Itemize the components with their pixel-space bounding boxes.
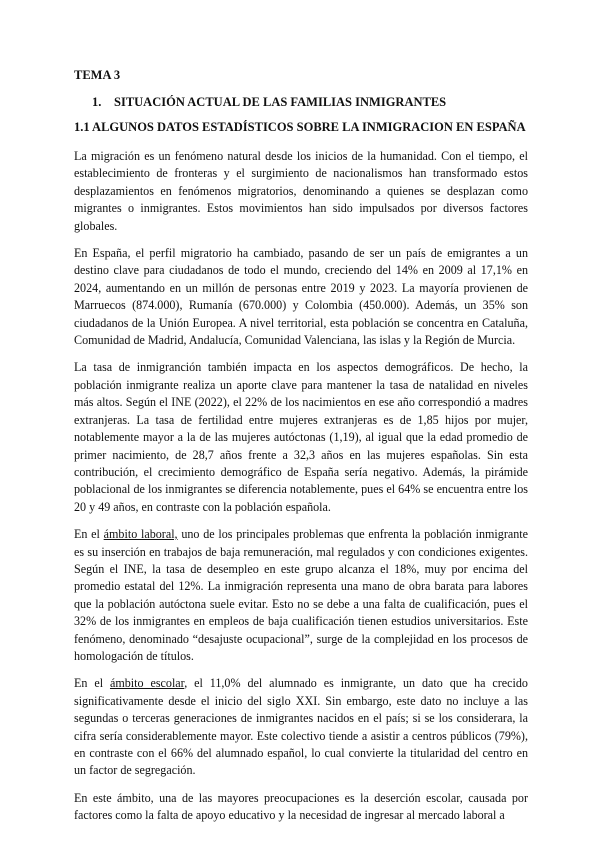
paragraph-spain-profile: En España, el perfil migratorio ha cambiado, pasando de ser un país de emigrantes a un destino clave para ciudadanos de todo el mundo, creciendo del 14% en 2009 al 17,1% en 2024, aumentando en un millón de personas entre 2019 y 2023. La mayoría provienen de Marruecos (874.000), Rumanía (670.000) y Colombia (450.000). Además, un 35% son ciudadanos de la Unión Europea. A nivel territorial, esta población se concentra en Cataluña, Comunidad de Madrid, Andalucía, Comunidad Valenciana, las islas y la Región de Murcia. bbox=[74, 246, 528, 348]
labor-ambit-underlined: ámbito laboral, bbox=[103, 527, 178, 542]
section-number: 1. bbox=[92, 95, 102, 109]
section-title: SITUACIÓN ACTUAL DE LAS FAMILIAS INMIGRANTES bbox=[114, 95, 447, 109]
paragraph-school-lead: En el bbox=[74, 676, 110, 691]
paragraph-dropout: En este ámbito, una de las mayores preocupaciones es la deserción escolar, causada por factores como la falta de apoyo educativo y la necesidad de ingresar al mercado laboral a bbox=[74, 790, 528, 823]
chapter-title: TEMA 3 bbox=[74, 68, 121, 82]
paragraph-migration-intro: La migración es un fenómeno natural desde los inicios de la humanidad. Con el tiempo, el establecimiento de fronteras y el surgimiento de nacionalismos han transformado estos desplazamientos en fenómenos migratorios, denominando a quienes se desplazan como migrantes o inmigrantes. Estos movimientos han sido impulsados por diversos factores globales. bbox=[74, 149, 528, 233]
paragraph-demographics: La tasa de inmigranción también impacta en los aspectos demográficos. De hecho, la población inmigrante realiza un aporte clave para mantener la tasa de natalidad en niveles más altos. Según el INE (2022), el 22% de los nacimientos en ese año correspondió a madres extranjeras. La tasa de fertilidad entre mujeres extranjeras es de 1,85 hijos por mujer, notablemente mayor a la de las mujeres autóctonas (1,19), al igual que la edad promedio de primer nacimiento, de 28,7 años frente a 32,3 años en las mujeres españolas. Sin esta contribución, el crecimiento demográfico de España sería negativo. Además, la pirámide poblacional de los inmigrantes se diferencia notablemente, pues el 64% se encuentra entre los 20 y 49 años, en contraste con la población española. bbox=[74, 360, 528, 514]
paragraph-school bbox=[74, 675, 528, 779]
paragraph-labor-body: uno de los principales problemas que enfrenta la población inmigrante es su inserción en trabajos de baja remuneración, mal regulados y con condiciones exigentes. Según el INE, la tasa de desempleo en este grupo alcanza el 18%, muy por encima del promedio estatal del 12%. La inmigración representa una mano de obra barata para labores que la población autóctona suele evitar. Esto no se debe a una falta de cualificación, pues el 32% de los inmigrantes en empleos de baja cualificación tienen estudios universitarios. Este fenómeno, denominado “desajuste ocupacional”, surge de la complejidad en los procesos de homologación de títulos. bbox=[74, 527, 528, 663]
document-page bbox=[74, 68, 528, 835]
subsection-heading: 1.1 ALGUNOS DATOS ESTADÍSTICOS SOBRE LA INMIGRACION EN ESPAÑA bbox=[74, 120, 526, 134]
paragraph-labor-lead: En el bbox=[74, 527, 104, 542]
school-ambit-underlined: ámbito escolar bbox=[109, 676, 185, 691]
section-heading bbox=[92, 95, 528, 110]
paragraph-school-body: , el 11,0% del alumnado es inmigrante, un dato que ha crecido significativamente desde el inicio del siglo XXI. Sin embargo, este dato no incluye a las segundas o terceras generaciones de inmigrantes nacidos en el país; si se los considerara, la cifra sería considerablemente mayor. Este colectivo tiende a asistir a centros públicos (79%), en contraste con el 66% del alumnado español, lo cual convierte la titularidad del centro en un factor de segregación. bbox=[74, 676, 528, 778]
paragraph-labor bbox=[74, 526, 528, 665]
